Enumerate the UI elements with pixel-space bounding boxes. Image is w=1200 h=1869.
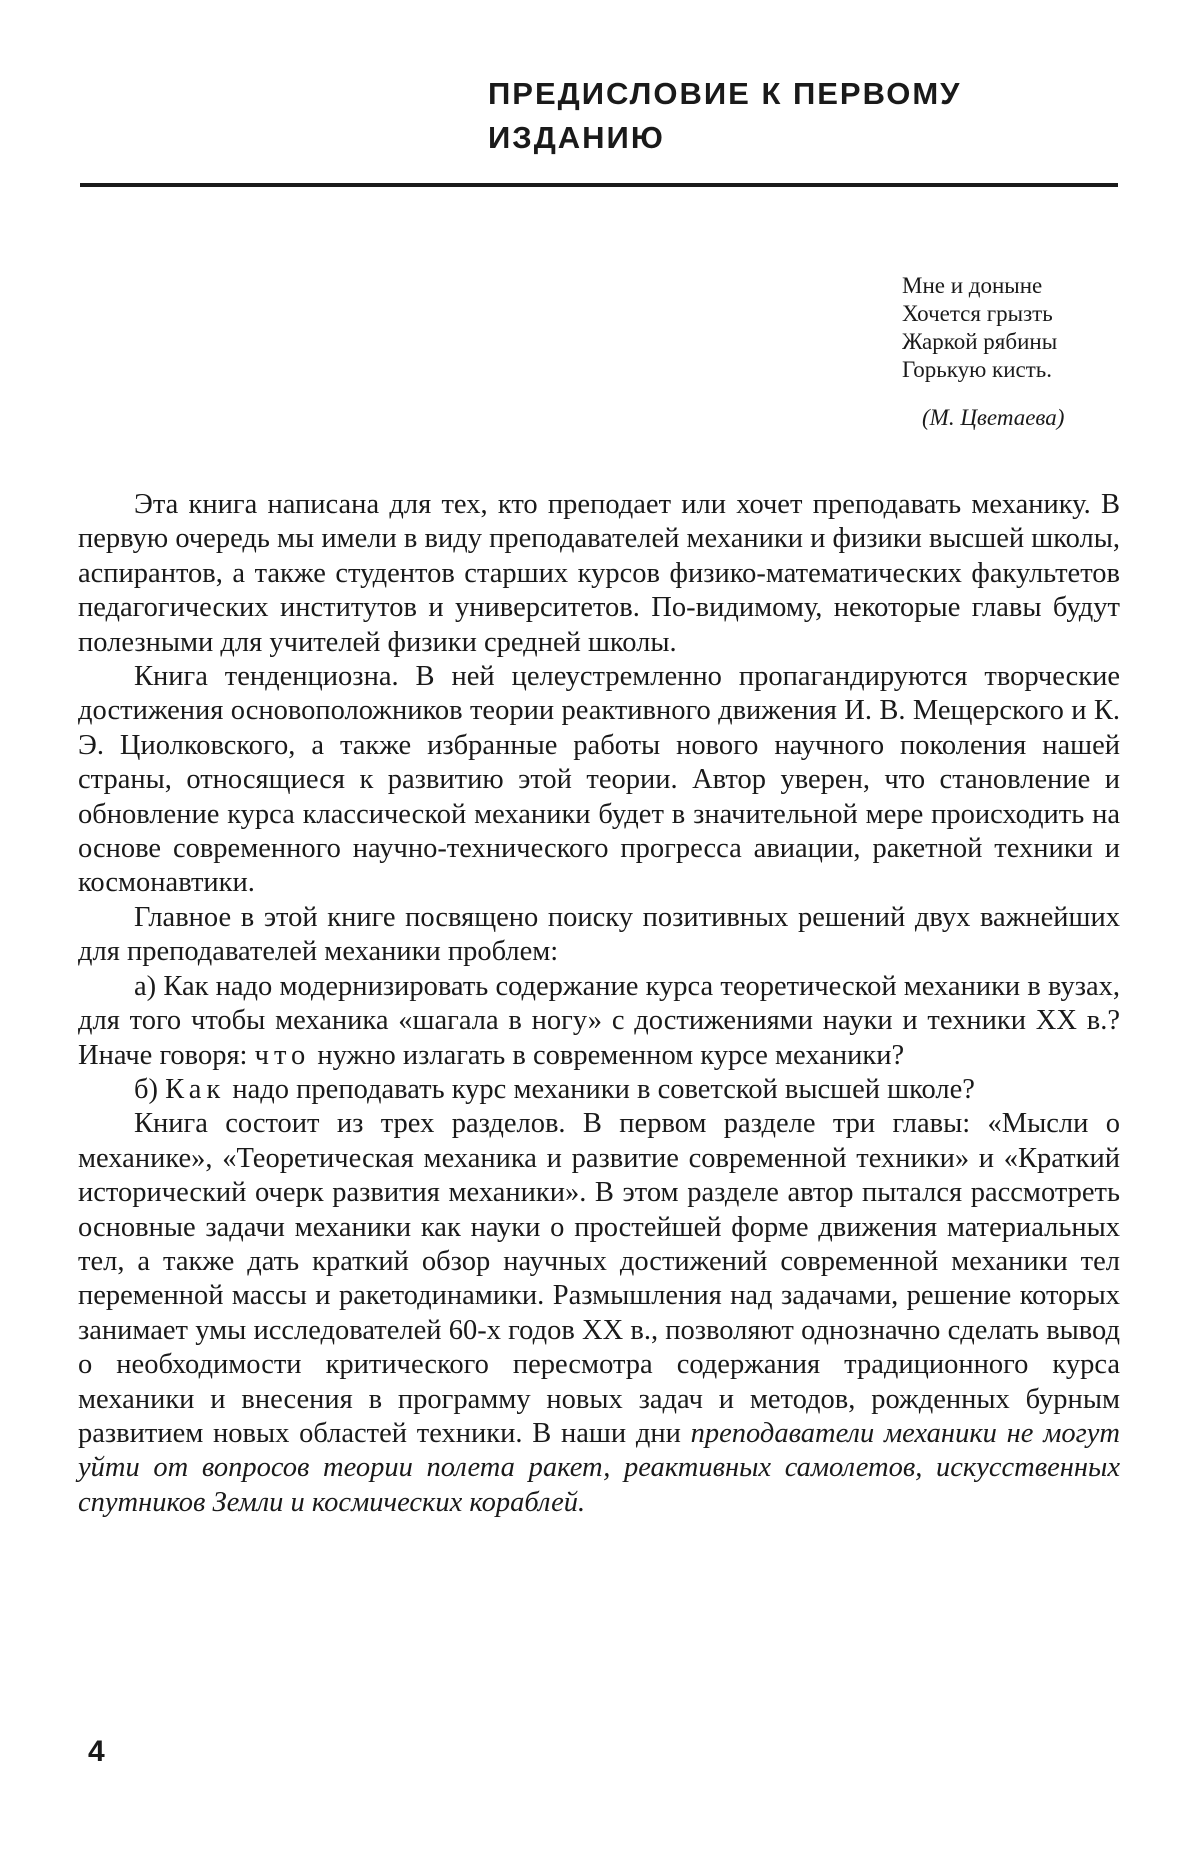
paragraph-6-italic: преподаватели механики не могут уйти от вопросов теории полета ракет, реактивных самолетов, искусственных спутников Земли и космических кораблей. [78, 1417, 1120, 1518]
epigraph-attribution: (М. Цветаева) [922, 405, 1065, 430]
epigraph-line: Горькую кисть. [902, 357, 1053, 382]
paragraph-3: Главное в этой книге посвящено поиску позитивных решений двух важнейших для преподавателей механики проблем: [78, 901, 1120, 968]
epigraph-line: Хочется грызть [902, 301, 1053, 326]
paragraph-2: Книга тенденциозна. В ней целеустремленно пропагандируются творческие достижения основоположников теории реактивного движения И. В. Мещерского и К. Э. Циолковского, а также избранные работы нового научного поколения нашей страны, относящиеся к развитию этой теории. Автор уверен, что становление и обновление курса классической механики будет в значительной мере происходить на основе современного научно-технического прогресса авиации, ракетной техники и космонавтики. [78, 661, 1120, 899]
page-title [488, 72, 1128, 160]
paragraph-4-text-end: нужно излагать в современном курсе механики? [310, 1039, 905, 1071]
epigraph-line: Жаркой рябины [902, 329, 1058, 354]
paragraph-4-spaced-word: что [254, 1039, 311, 1071]
epigraph-line: Мне и доныне [902, 273, 1043, 298]
paragraph-4 [78, 970, 1120, 1073]
page-number: 4 [88, 1735, 105, 1768]
page-title-line-2: ИЗДАНИЮ [488, 120, 665, 155]
page-title-line-1: ПРЕДИСЛОВИЕ К ПЕРВОМУ [488, 76, 962, 111]
epigraph [902, 272, 1142, 432]
paragraph-5-text-end: надо преподавать курс механики в советской высшей школе? [225, 1073, 975, 1105]
paragraph-6 [78, 1107, 1120, 1520]
paragraph-1: Эта книга написана для тех, кто преподает или хочет преподавать механику. В первую очередь мы имели в виду преподавателей механики и физики высшей школы, аспирантов, а также студентов старших курсов физико-математических факультетов педагогических институтов и университетов. По-видимому, некоторые главы будут полезными для учителей физики средней школы. [78, 489, 1120, 658]
paragraph-6-text: Книга состоит из трех разделов. В первом разделе три главы: «Мысли о механике», «Теоретическая механика и развитие современной техники» и «Краткий исторический очерк развития механики». В этом разделе автор пытался рассмотреть основные задачи механики как науки о простейшей форме движения материальных тел, а также дать краткий обзор научных достижений современной механики тел переменной массы и ракетодинамики. Размышления над задачами, решение которых занимает умы исследователей 60-х годов XX в., позволяют однозначно сделать вывод о необходимости критического пересмотра содержания традиционного курса механики и внесения в программу новых задач и методов, рожденных бурным развитием новых областей техники. В наши дни [78, 1108, 1120, 1449]
paragraph-5-text: б) [134, 1073, 166, 1105]
title-divider [80, 183, 1118, 187]
paragraph-5-spaced-word: Как [165, 1073, 226, 1105]
paragraph-5 [78, 1073, 1120, 1107]
body-text [78, 488, 1120, 1520]
paragraph-4-text: а) Как надо модернизировать содержание курса теоретической механики в вузах, для того чтобы механика «шагала в ногу» с достижениями науки и техники XX в.? Иначе говоря: [78, 970, 1120, 1071]
